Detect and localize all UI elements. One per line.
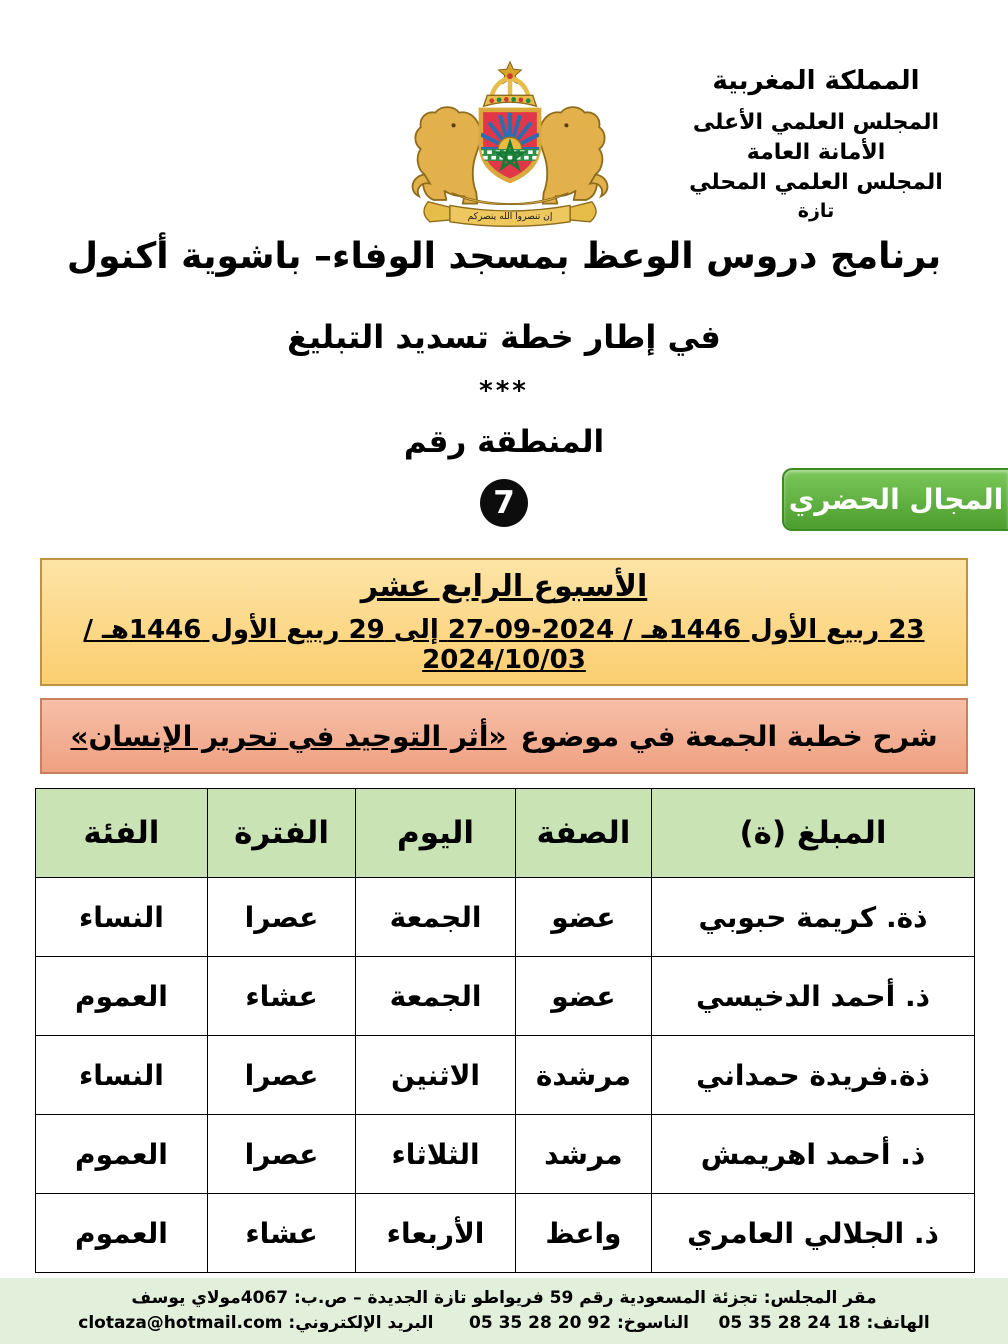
week-title: الأسبوع الرابع عشر bbox=[360, 569, 648, 604]
sermon-topic-box bbox=[40, 698, 968, 774]
table-row bbox=[36, 1115, 975, 1194]
col-header-day: اليوم bbox=[356, 789, 516, 878]
col-header-audience: الفئة bbox=[36, 789, 208, 878]
cell-period: عشاء bbox=[207, 1194, 355, 1273]
topic-prefix: شرح خطبة الجمعة في موضوع bbox=[520, 719, 938, 753]
cell-audience: العموم bbox=[36, 1115, 208, 1194]
cell-period: عصرا bbox=[207, 1036, 355, 1115]
cell-role: واعظ bbox=[515, 1194, 651, 1273]
week-date-range: 23 ربيع الأول 1446هـ / 2024-09-27 إلى 29 ربيع الأول 1446هـ / 2024/10/03 bbox=[83, 615, 925, 675]
moroccan-coat-of-arms bbox=[396, 58, 624, 240]
cell-period: عصرا bbox=[207, 1115, 355, 1194]
cell-audience: العموم bbox=[36, 957, 208, 1036]
org-header bbox=[636, 66, 996, 224]
supreme-council-name: المجلس العلمي الأعلى bbox=[692, 110, 940, 135]
col-header-role: الصفة bbox=[515, 789, 651, 878]
crown-icon bbox=[484, 73, 537, 106]
footer-address: مقر المجلس: تجزئة المسعودية رقم 59 فريواطو تازة الجديدة – ص.ب: 4067مولاي يوسف bbox=[131, 1288, 877, 1308]
cell-role: مرشد bbox=[515, 1115, 651, 1194]
footer bbox=[0, 1278, 1008, 1344]
table-row bbox=[36, 878, 975, 957]
kingdom-title: المملكة المغربية bbox=[712, 66, 920, 96]
cell-preacher: ذة.فريدة حمداني bbox=[651, 1036, 974, 1115]
cell-role: مرشدة bbox=[515, 1036, 651, 1115]
schedule-table bbox=[35, 788, 975, 1273]
cell-audience: النساء bbox=[36, 1036, 208, 1115]
footer-contacts: الهاتف: 18 24 28 35 05 الناسوخ: 92 20 28 35 05 البريد الإلكتروني: clotaza@hotmail.com bbox=[78, 1313, 930, 1333]
cell-preacher: ذة. كريمة حبوبي bbox=[651, 878, 974, 957]
urban-domain-label: المجال الحضري bbox=[788, 483, 1004, 516]
zone-number-label: المنطقة رقم bbox=[403, 424, 605, 460]
topic-quote: «أثر التوحيد في تحرير الإنسان» bbox=[70, 719, 507, 753]
cell-day: الثلاثاء bbox=[356, 1115, 516, 1194]
cell-period: عصرا bbox=[207, 878, 355, 957]
city-name: تازة bbox=[797, 200, 835, 222]
cell-day: الجمعة bbox=[356, 878, 516, 957]
program-title: برنامج دروس الوعظ بمسجد الوفاء– باشوية أكنول bbox=[66, 236, 942, 277]
cell-day: الاثنين bbox=[356, 1036, 516, 1115]
col-header-period: الفترة bbox=[207, 789, 355, 878]
cell-day: الأربعاء bbox=[356, 1194, 516, 1273]
cell-preacher: ذ. أحمد الدخيسي bbox=[651, 957, 974, 1036]
cell-period: عشاء bbox=[207, 957, 355, 1036]
table-header-row bbox=[36, 789, 975, 878]
table-row bbox=[36, 957, 975, 1036]
cell-role: عضو bbox=[515, 957, 651, 1036]
cell-audience: العموم bbox=[36, 1194, 208, 1273]
cell-audience: النساء bbox=[36, 878, 208, 957]
cell-role: عضو bbox=[515, 878, 651, 957]
framework-subtitle: في إطار خطة تسديد التبليغ bbox=[287, 318, 721, 356]
cell-preacher: ذ. الجلالي العامري bbox=[651, 1194, 974, 1273]
urban-domain-badge bbox=[782, 468, 1008, 531]
zone-number-badge: 7 bbox=[480, 479, 528, 527]
stars-separator: *** bbox=[479, 376, 529, 406]
local-council-name: المجلس العلمي المحلي bbox=[689, 170, 943, 195]
emblem-motto: إن تنصروا الله ينصركم bbox=[467, 212, 553, 223]
table-row bbox=[36, 1036, 975, 1115]
cell-preacher: ذ. أحمد اهريمش bbox=[651, 1115, 974, 1194]
general-secretariat-name: الأمانة العامة bbox=[746, 140, 886, 165]
motto-ribbon bbox=[424, 202, 596, 227]
week-box bbox=[40, 558, 968, 686]
cell-day: الجمعة bbox=[356, 957, 516, 1036]
table-row bbox=[36, 1194, 975, 1273]
col-header-preacher: المبلغ (ة) bbox=[651, 789, 974, 878]
